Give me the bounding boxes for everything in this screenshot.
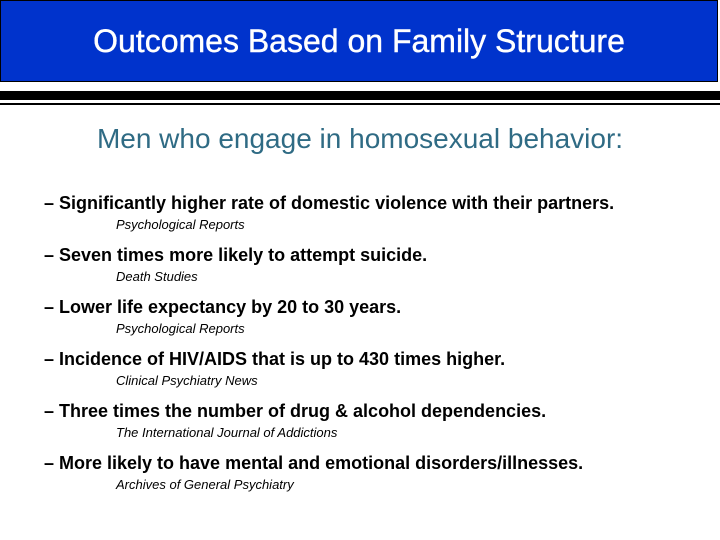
slide-title: Outcomes Based on Family Structure [93, 23, 625, 59]
citation: Death Studies [116, 269, 198, 284]
title-bar [0, 0, 718, 82]
slide-subtitle: Men who engage in homosexual behavior: [96, 123, 624, 154]
list-item [44, 245, 714, 297]
list-item [44, 401, 714, 453]
bullet-list [44, 193, 714, 505]
citation: Archives of General Psychiatry [116, 477, 294, 492]
bullet-text: – Incidence of HIV/AIDS that is up to 430 times higher. [44, 349, 506, 369]
citation: Clinical Psychiatry News [116, 373, 258, 388]
list-item [44, 453, 714, 505]
bullet-text: – Lower life expectancy by 20 to 30 years. [44, 297, 402, 317]
bullet-text: – Significantly higher rate of domestic violence with their partners. [44, 193, 615, 213]
bullet-text: – Seven times more likely to attempt suicide. [44, 245, 428, 265]
bullet-text: – More likely to have mental and emotional disorders/illnesses. [44, 453, 584, 473]
list-item [44, 193, 714, 245]
citation: The International Journal of Addictions [116, 425, 338, 440]
list-item [44, 297, 714, 349]
divider-thick [0, 91, 720, 100]
citation: Psychological Reports [116, 321, 245, 336]
bullet-text: – Three times the number of drug & alcohol dependencies. [44, 401, 547, 421]
list-item [44, 349, 714, 401]
citation: Psychological Reports [116, 217, 245, 232]
divider-thin [0, 103, 720, 105]
